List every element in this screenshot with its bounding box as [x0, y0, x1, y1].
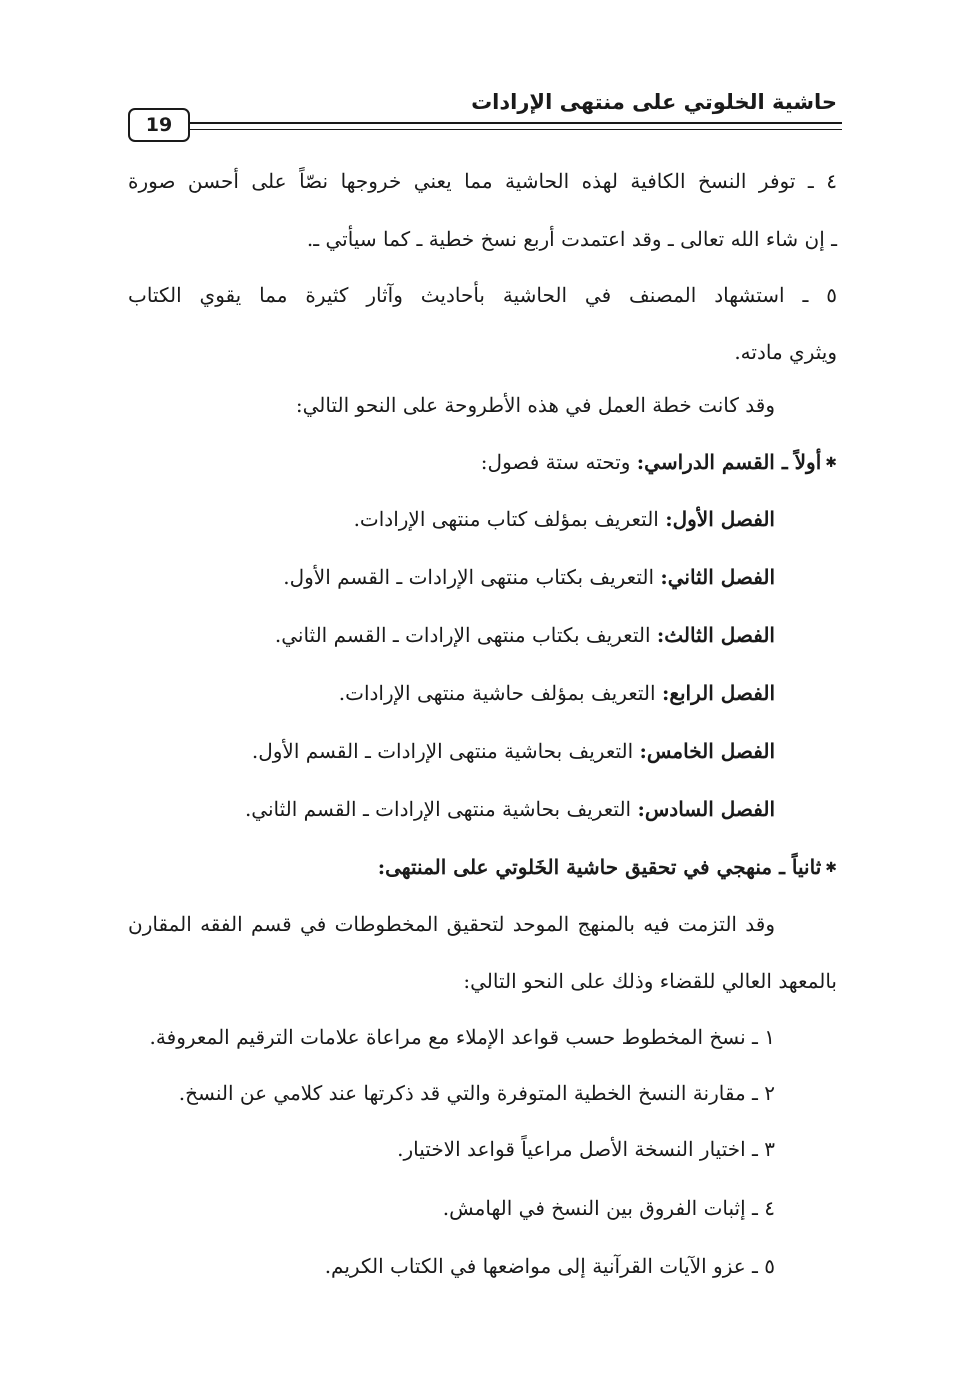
step-item: ٤ ـ إثبات الفروق بين النسخ في الهامش. [442, 1196, 775, 1220]
paragraph-item5-line1: ٥ ـ استشهاد المصنف في الحاشية بأحاديث وآثار كثيرة مما يقوي الكتاب [128, 283, 837, 307]
chapter-line [339, 678, 775, 708]
header-rule [190, 122, 842, 130]
chapter-label: الفصل الأول: [665, 507, 775, 531]
running-title: حاشية الخلوتي على منتهى الإرادات [471, 90, 837, 114]
chapter-label: الفصل الثاني: [660, 565, 775, 589]
paragraph-item5-line2: ويثري مادته. [734, 340, 837, 364]
section1-heading-line [481, 447, 837, 478]
method-line2: بالمعهد العالي للقضاء وذلك على النحو التالي: [463, 969, 837, 993]
chapter-text: التعريف بكتاب منتهى الإرادات ـ القسم الثاني. [274, 623, 651, 647]
plan-intro: وقد كانت خطة العمل في هذه الأطروحة على النحو التالي: [295, 393, 775, 417]
asterisk-bullet: ✱ [825, 860, 837, 876]
chapter-label: الفصل السادس: [637, 797, 775, 821]
section2-heading-line [378, 852, 837, 883]
chapter-text: التعريف بكتاب منتهى الإرادات ـ القسم الأول. [283, 565, 655, 589]
chapter-line [283, 562, 775, 592]
step-item: ٣ ـ اختيار النسخة الأصل مراعياً قواعد الاختيار. [397, 1137, 775, 1161]
chapter-line [354, 504, 775, 534]
step-item: ١ ـ نسخ المخطوط حسب قواعد الإملاء مع مراعاة علامات الترقيم المعروفة. [149, 1025, 775, 1049]
chapter-line [252, 736, 775, 766]
step-item: ٢ ـ مقارنة النسخ الخطية المتوفرة والتي قد ذكرتها عند كلامي عن النسخ. [178, 1081, 775, 1105]
chapter-line [245, 794, 775, 824]
chapter-text: التعريف بحاشية منتهى الإرادات ـ القسم الأول. [251, 739, 634, 763]
asterisk-bullet: ✱ [825, 455, 837, 471]
paragraph-item4-line2: ـ إن شاء الله تعالى ـ وقد اعتمدت أربع نسخ خطية ـ كما سيأتي ـ. [306, 227, 837, 251]
paragraph-item4-line1: ٤ ـ توفر النسخ الكافية لهذه الحاشية مما يعني خروجها نصّاً على أحسن صورة [128, 169, 837, 193]
section2-heading: ثانياً ـ منهجي في تحقيق حاشية الخَلوتي على المنتهى: [377, 855, 822, 879]
method-line1: وقد التزمت فيه بالمنهج الموحد لتحقيق المخطوطات في قسم الفقه المقارن [128, 912, 775, 936]
chapter-line [275, 620, 775, 650]
chapter-text: التعريف بمؤلف حاشية منتهى الإرادات. [338, 681, 656, 705]
page-number-box: 19 [128, 108, 190, 142]
chapter-label: الفصل الثالث: [656, 623, 775, 647]
section1-heading: أولاً ـ القسم الدراسي: [636, 450, 822, 474]
chapter-text: التعريف بحاشية منتهى الإرادات ـ القسم الثاني. [244, 797, 632, 821]
chapter-label: الفصل الخامس: [639, 739, 775, 763]
section1-rest: وتحته ستة فصول: [480, 450, 631, 474]
chapter-text: التعريف بمؤلف كتاب منتهى الإرادات. [353, 507, 659, 531]
step-item: ٥ ـ عزو الآيات القرآنية إلى مواضعها في الكتاب الكريم. [324, 1254, 775, 1278]
chapter-label: الفصل الرابع: [661, 681, 775, 705]
